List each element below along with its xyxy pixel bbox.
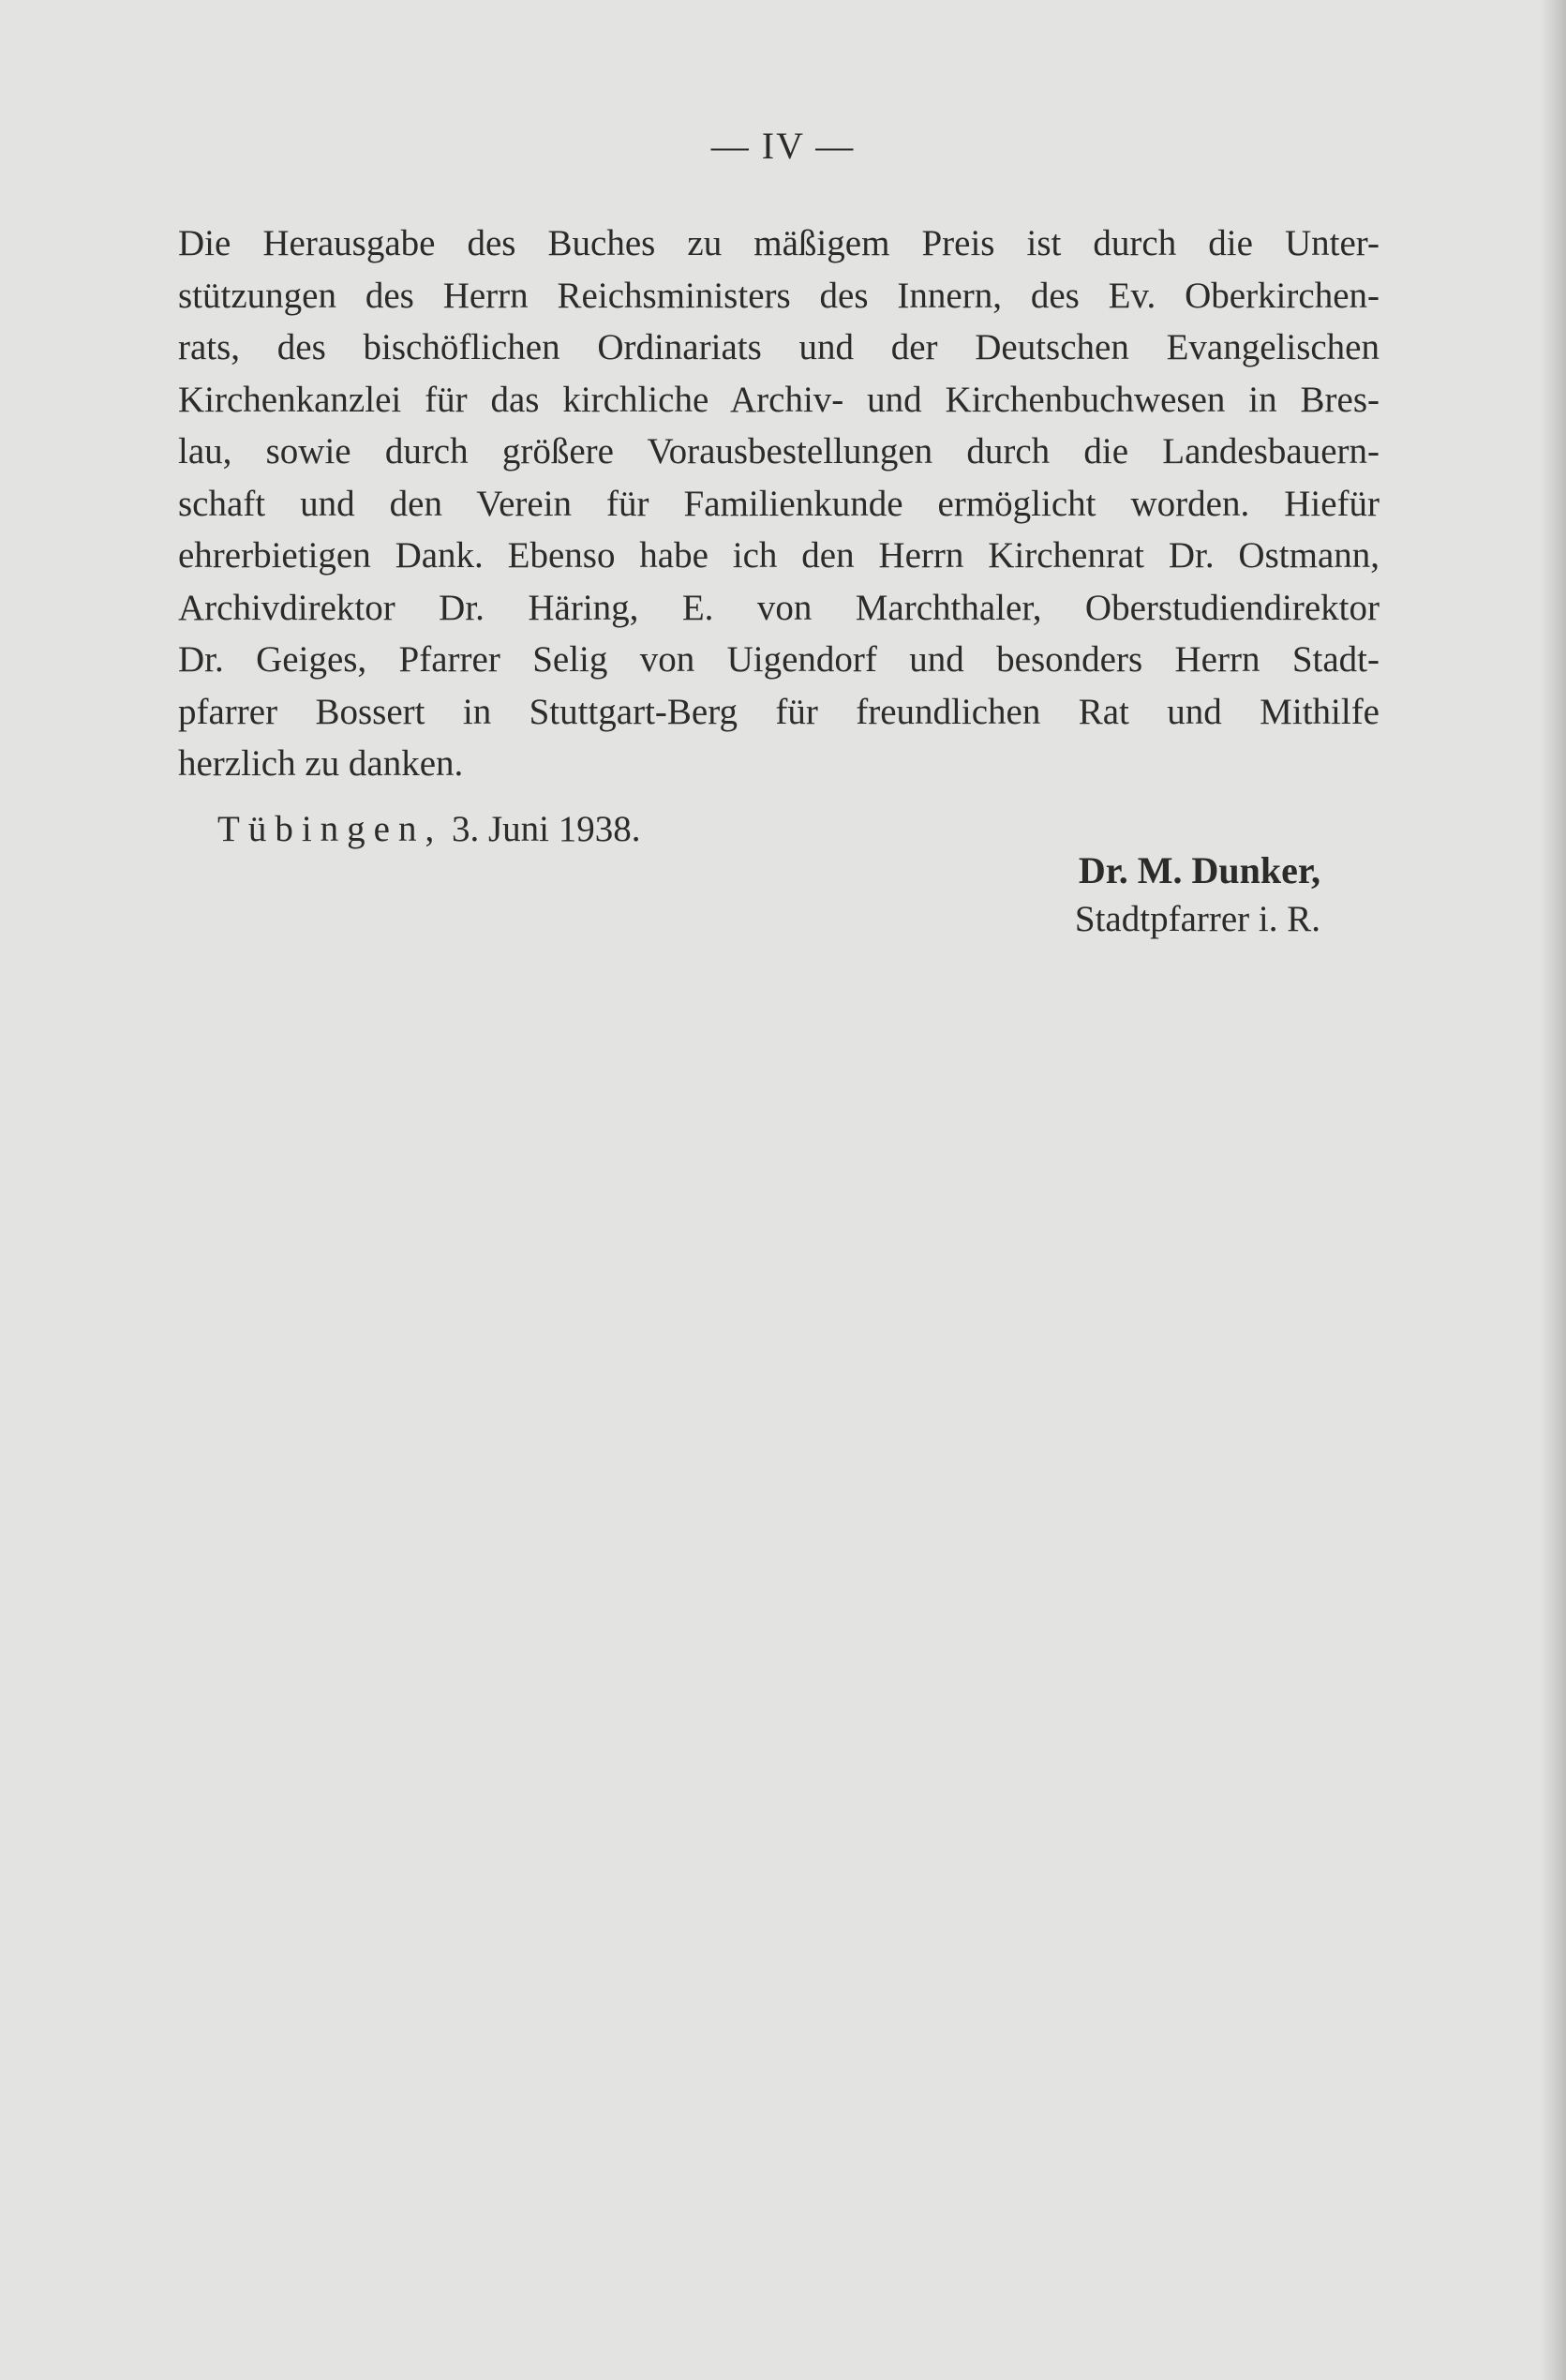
text-line: Archivdirektor Dr. Häring, E. von Marchthaler, Oberstudiendirektor [178, 587, 1380, 628]
page-number: — IV — [710, 125, 856, 167]
signature-title: Stadtpfarrer i. R. [1074, 899, 1320, 939]
text-line: Die Herausgabe des Buches zu mäßigem Preis ist durch die Unter- [178, 223, 1380, 263]
text-line: herzlich zu danken. [178, 743, 464, 784]
text-line: Kirchenkanzlei für das kirchliche Archiv- und Kirchenbuchwesen in Bres- [178, 379, 1380, 420]
text-line: pfarrer Bossert in Stuttgart-Berg für freundlichen Rat und Mithilfe [178, 691, 1380, 732]
text-line: rats, des bischöflichen Ordinariats und der Deutschen Evangelischen [178, 327, 1380, 367]
text-line: ehrerbietigen Dank. Ebenso habe ich den Herrn Kirchenrat Dr. Ostmann, [178, 535, 1380, 576]
text-line: lau, sowie durch größere Vorausbestellungen durch die Landesbauern- [178, 431, 1380, 472]
place: Tübingen, [217, 809, 443, 849]
place-date [217, 808, 640, 850]
text-line: stützungen des Herrn Reichsministers des Innern, des Ev. Oberkirchen- [178, 275, 1380, 316]
signature-name: Dr. M. Dunker, [1078, 849, 1320, 891]
text-line: Dr. Geiges, Pfarrer Selig von Uigendorf und besonders Herrn Stadt- [178, 639, 1380, 680]
text-line: schaft und den Verein für Familienkunde ermöglicht worden. Hiefür [178, 483, 1380, 524]
date: 3. Juni 1938. [451, 809, 641, 849]
page-edge-shadow [1540, 0, 1566, 2380]
body-paragraph [178, 217, 1380, 790]
